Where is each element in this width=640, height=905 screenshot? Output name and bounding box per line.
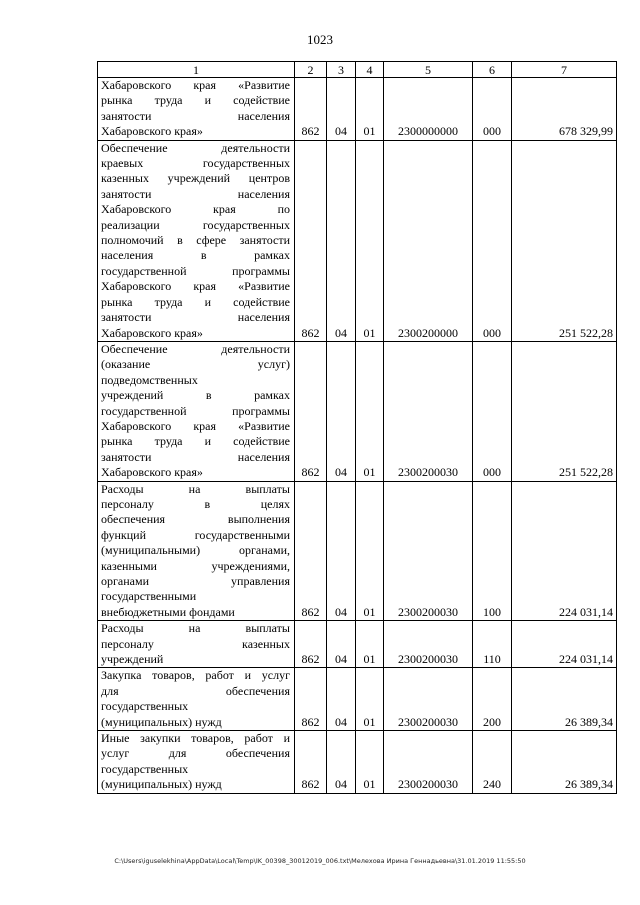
amount-cell: 251 522,28 (512, 341, 617, 481)
row-name-line: краевых государственных (101, 156, 290, 171)
expense-type-cell: 110 (473, 621, 512, 668)
row-name-line: государственными (101, 589, 197, 604)
row-name-line: Иные закупки товаров, работ и (101, 731, 290, 746)
subsection-code-cell: 01 (356, 140, 384, 341)
row-name-last-line: Хабаровского края» (101, 124, 203, 139)
row-name-cell (98, 341, 295, 481)
row-name-line: Расходы на выплаты (101, 481, 290, 496)
row-name-cell (98, 140, 295, 341)
header-cell-5: 5 (384, 62, 473, 78)
subsection-code-cell: 01 (356, 481, 384, 621)
section-code-cell: 04 (327, 621, 356, 668)
row-name-cell (98, 731, 295, 794)
subsection-code-cell: 01 (356, 621, 384, 668)
table-row (98, 140, 617, 341)
expense-type-cell: 000 (473, 341, 512, 481)
row-name-line: обеспечения выполнения (101, 512, 290, 527)
amount-cell: 678 329,99 (512, 78, 617, 141)
ministry-code-cell: 862 (295, 621, 327, 668)
expense-type-cell: 200 (473, 668, 512, 731)
row-name-line: государственных (101, 699, 189, 714)
row-name-last-line: Хабаровского края» (101, 465, 203, 480)
section-code-cell: 04 (327, 481, 356, 621)
row-name-line: для обеспечения (101, 683, 290, 698)
ministry-code-cell: 862 (295, 481, 327, 621)
header-cell-6: 6 (473, 62, 512, 78)
row-name-line: полномочий в сфере занятости (101, 233, 290, 248)
row-name-line: персоналу в целях (101, 496, 290, 511)
section-code-cell: 04 (327, 78, 356, 141)
table-row (98, 78, 617, 141)
row-name-line: казенных учреждений центров (101, 171, 290, 186)
row-name-line: персоналу казенных (101, 636, 290, 651)
row-name-line: Хабаровского края по (101, 202, 290, 217)
row-name-line: (оказание услуг) (101, 357, 290, 372)
amount-cell: 224 031,14 (512, 621, 617, 668)
table-row (98, 621, 617, 668)
row-name-line: Расходы на выплаты (101, 621, 290, 636)
expense-type-cell: 000 (473, 140, 512, 341)
row-name-cell (98, 78, 295, 141)
row-name-line: рынка труда и содействие (101, 93, 290, 108)
ministry-code-cell: 862 (295, 341, 327, 481)
expense-type-cell: 240 (473, 731, 512, 794)
subsection-code-cell: 01 (356, 668, 384, 731)
expense-type-cell: 100 (473, 481, 512, 621)
amount-cell: 224 031,14 (512, 481, 617, 621)
amount-cell: 26 389,34 (512, 668, 617, 731)
row-name-line: Хабаровского края «Развитие (101, 279, 290, 294)
target-item-cell: 2300200030 (384, 668, 473, 731)
row-name-line: занятости населения (101, 186, 290, 201)
table-row (98, 341, 617, 481)
row-name-line: занятости населения (101, 108, 290, 123)
footer-file-path: C:\Users\iguselekhina\AppData\Local\Temp\IK_00398_30012019_006.txt\Мелехова Ирина Геннадьевна\31.01.2019 11:55:50 (114, 857, 526, 865)
row-name-line: рынка труда и содействие (101, 294, 290, 309)
header-cell-2: 2 (295, 62, 327, 78)
section-code-cell: 04 (327, 341, 356, 481)
amount-cell: 251 522,28 (512, 140, 617, 341)
row-name-line: учреждений в рамках (101, 388, 290, 403)
row-name-line: реализации государственных (101, 217, 290, 232)
amount-cell: 26 389,34 (512, 731, 617, 794)
header-cell-4: 4 (356, 62, 384, 78)
section-code-cell: 04 (327, 731, 356, 794)
section-code-cell: 04 (327, 140, 356, 341)
ministry-code-cell: 862 (295, 668, 327, 731)
row-name-last-line: (муниципальных) нужд (101, 777, 222, 792)
budget-table (97, 61, 617, 794)
row-name-line: занятости населения (101, 449, 290, 464)
row-name-line: органами управления (101, 574, 290, 588)
target-item-cell: 2300200030 (384, 621, 473, 668)
expense-type-cell: 000 (473, 78, 512, 141)
row-name-cell (98, 481, 295, 621)
row-name-line: государственной программы (101, 263, 290, 278)
row-name-line: Хабаровского края «Развитие (101, 78, 290, 92)
table-row (98, 668, 617, 731)
target-item-cell: 2300200030 (384, 341, 473, 481)
row-name-last-line: внебюджетными фондами (101, 604, 235, 619)
subsection-code-cell: 01 (356, 78, 384, 141)
row-name-line: государственных (101, 761, 189, 776)
ministry-code-cell: 862 (295, 731, 327, 794)
row-name-cell (98, 668, 295, 731)
ministry-code-cell: 862 (295, 78, 327, 141)
row-name-line: рынка труда и содействие (101, 434, 290, 449)
row-name-line: услуг для обеспечения (101, 746, 290, 761)
ministry-code-cell: 862 (295, 140, 327, 341)
row-name-line: Обеспечение деятельности (101, 341, 290, 356)
header-cell-7: 7 (512, 62, 617, 78)
table-row (98, 481, 617, 621)
row-name-line: государственной программы (101, 403, 290, 418)
subsection-code-cell: 01 (356, 341, 384, 481)
row-name-line: (муниципальными) органами, (101, 543, 290, 558)
header-cell-3: 3 (327, 62, 356, 78)
row-name-line: казенными учреждениями, (101, 558, 290, 573)
row-name-line: функций государственными (101, 527, 290, 542)
row-name-line: занятости населения (101, 310, 290, 325)
row-name-last-line: Хабаровского края» (101, 325, 203, 340)
target-item-cell: 2300200030 (384, 481, 473, 621)
subsection-code-cell: 01 (356, 731, 384, 794)
row-name-last-line: (муниципальных) нужд (101, 714, 222, 729)
target-item-cell: 2300000000 (384, 78, 473, 141)
header-cell-1: 1 (98, 62, 295, 78)
row-name-line: подведомственных (101, 372, 198, 387)
row-name-line: населения в рамках (101, 248, 290, 263)
page-number: 1023 (307, 32, 333, 47)
row-name-last-line: учреждений (101, 652, 164, 667)
target-item-cell: 2300200000 (384, 140, 473, 341)
row-name-line: Хабаровского края «Развитие (101, 418, 290, 433)
row-name-line: Закупка товаров, работ и услуг (101, 668, 290, 683)
table-header-row (98, 62, 617, 78)
target-item-cell: 2300200030 (384, 731, 473, 794)
table-row (98, 731, 617, 794)
row-name-cell (98, 621, 295, 668)
row-name-line: Обеспечение деятельности (101, 140, 290, 155)
section-code-cell: 04 (327, 668, 356, 731)
